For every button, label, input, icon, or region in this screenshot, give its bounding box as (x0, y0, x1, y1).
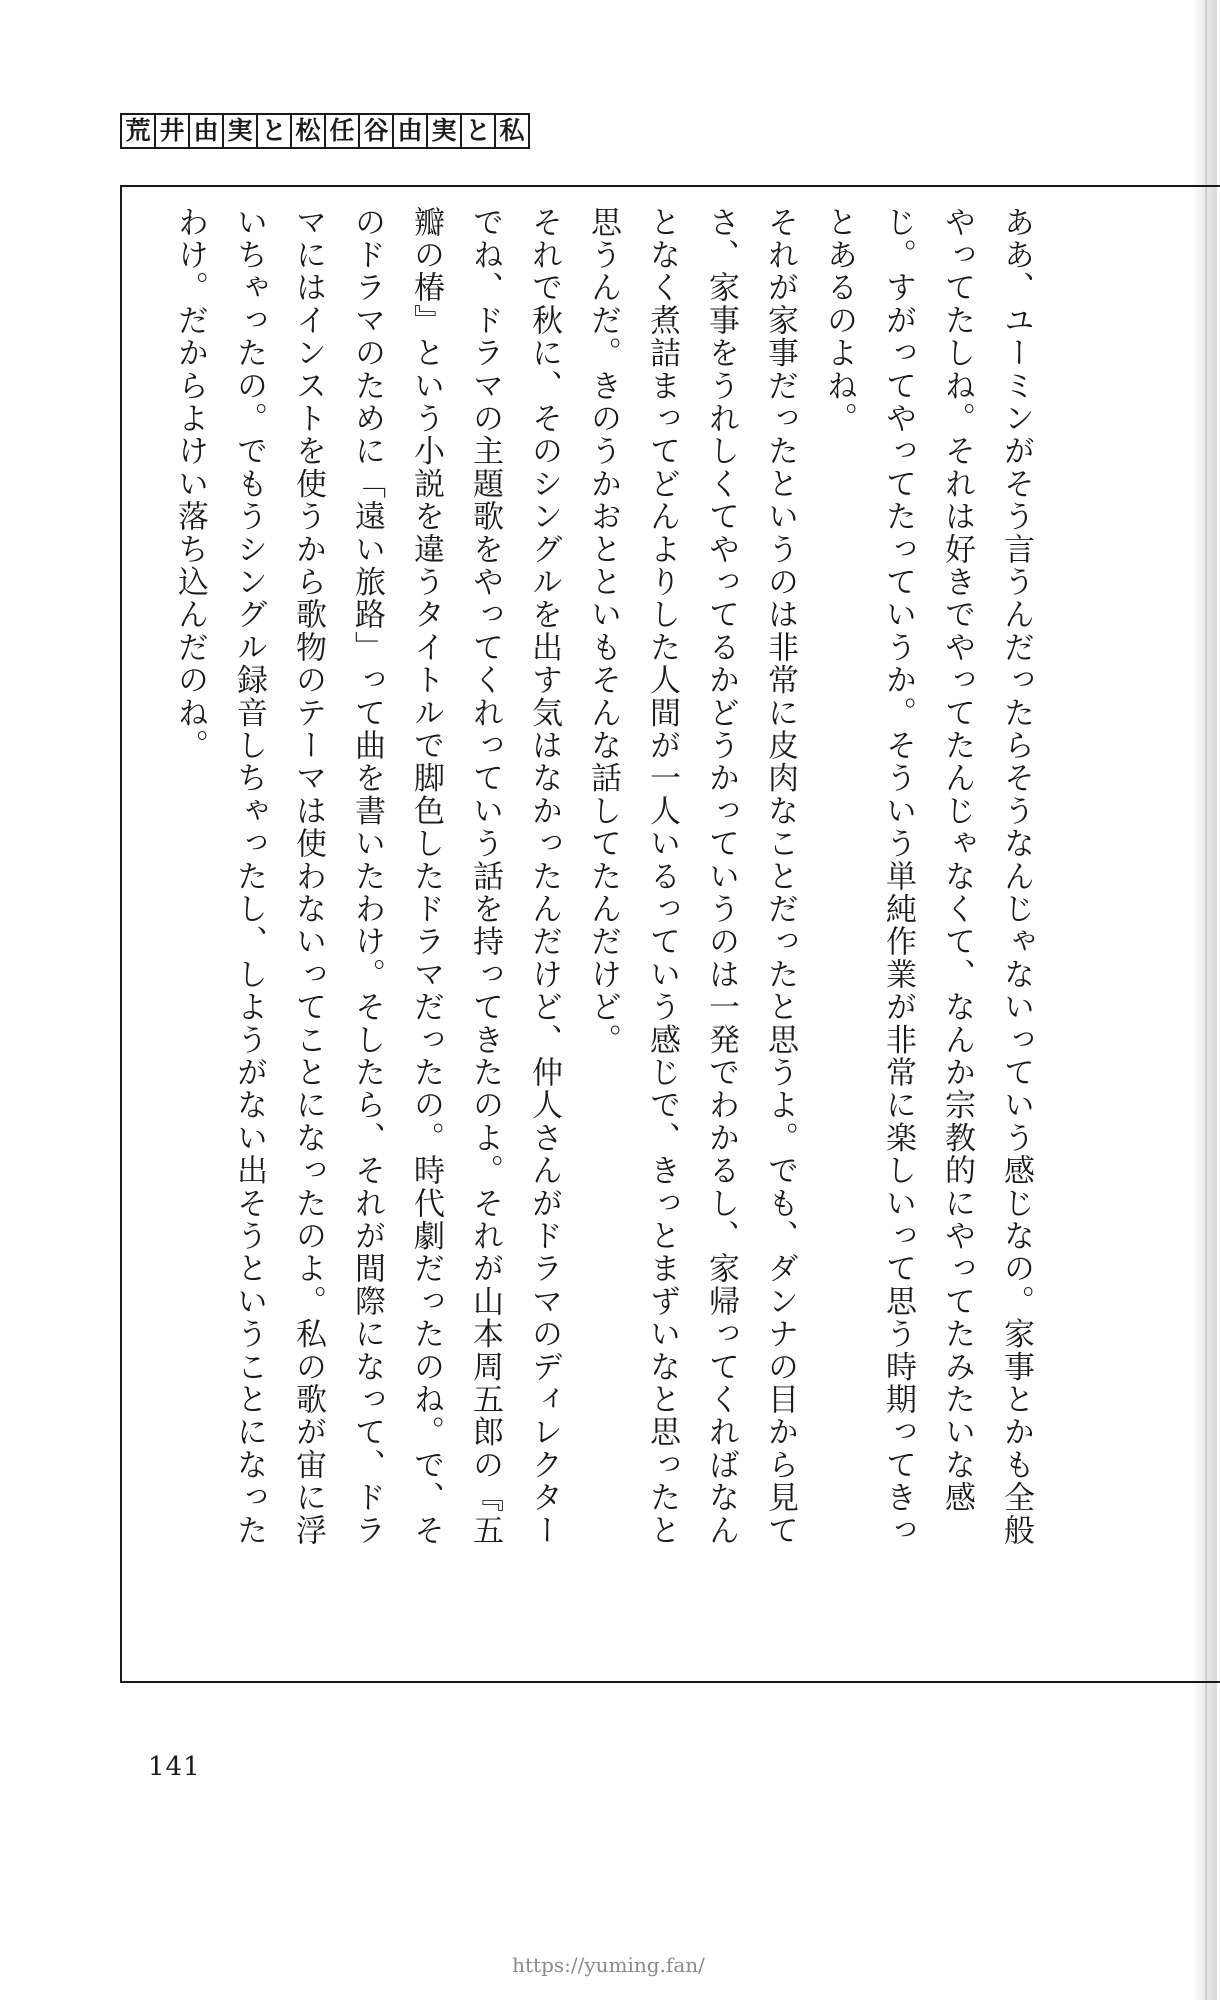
running-header-char: 由 (394, 115, 428, 147)
running-header (120, 113, 530, 149)
running-header-char: と (462, 115, 496, 147)
running-header-char: 松 (292, 115, 326, 147)
paragraph: ああ、ユーミンがそう言うんだったらそうなんじゃないっていう感じなの。家事とかも全般やってたしね。それは好きでやってたんじゃなくて、なんか宗教的にやってたみたいな感じ。すがってやってたっていうか。そういう単純作業が非常に楽しいって思う時期ってきっとあるのよね。 (821, 206, 1034, 1547)
running-header-char: 荒 (122, 115, 156, 147)
source-url: https://yuming.fan/ (512, 1953, 705, 1977)
page-number: 141 (148, 1752, 201, 1782)
paragraph: それが家事だったというのは非常に皮肉なことだったと思うよ。でも、ダンナの目から見てさ、家事をうれしくてやってるかどうかっていうのは一発でわかるし、家帰ってくればなんとなく煮詰まってどんよりした人間が一人いるっていう感じで、きっとまずいなと思ったと思うんだ。きのうかおとといもそんな話してたんだけど。 (585, 206, 798, 1547)
running-header-char: 実 (224, 115, 258, 147)
running-header-char: 任 (326, 115, 360, 147)
running-header-char: と (258, 115, 292, 147)
paragraph: それで秋に、そのシングルを出す気はなかったんだけど、仲人さんがドラマのディレクターでね、ドラマの主題歌をやってくれっていう話を持ってきたのよ。それが山本周五郎の『五瓣の椿』という小説を違うタイトルで脚色したドラマだったの。時代劇だったのね。で、そのドラマのために「遠い旅路」って曲を書いたわけ。そしたら、それが間際になって、ドラマにはインストを使うから歌物のテーマは使わないってことになったのよ。私の歌が宙に浮いちゃったの。でもうシングル録音しちゃったし、しようがない出そうということになったわけ。だからよけい落ち込んだのね。 (172, 206, 562, 1547)
running-header-char: 由 (190, 115, 224, 147)
running-header-char: 私 (499, 116, 525, 145)
running-header-char: 谷 (360, 115, 394, 147)
running-header-char: 井 (156, 115, 190, 147)
running-header-char: 実 (428, 115, 462, 147)
vertical-body-text (172, 206, 1045, 1551)
